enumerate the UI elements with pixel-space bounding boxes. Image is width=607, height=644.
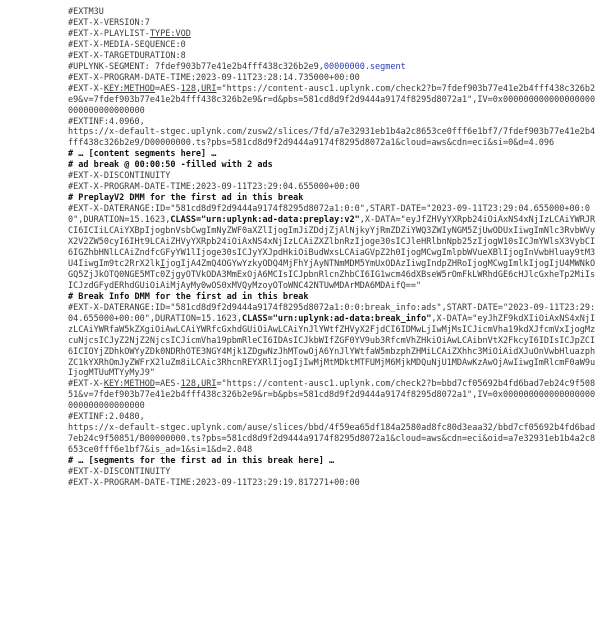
segment-link[interactable]: 00000000.segment: [323, 61, 406, 72]
playlist-line: [68, 171, 600, 182]
playlist-line: [68, 478, 600, 489]
line-text: jogIjA4ZmQ4OGYwYzkyODQ4MjFhYjAyNTNmMDM5YmUxODAzIiwgIndpZHRoIjogMCwgImlkIjogIjU4MWNkOGQ5ZjJkOTQ0NGE5MTc0ZjgyOTVkODA3MmExOjA6MCIsICJpbnRlcnZhbCI6IG1wcm46dXBseW5rOmFkLWRhdGE6cHJlcGxheTp2MiIsICJzdGFydERhdGUiOiAiMjAyMy0wOS0xMVQyMzoyOToWNC42NTUwMDArMDA6MDAifQ==": [68, 258, 596, 291]
playlist-line: [68, 412, 600, 423]
bold-text: CLASS="urn:uplynk:ad-data:break_info": [242, 313, 432, 324]
line-text: #EXT-X-PLAYLIST-: [68, 28, 150, 39]
playlist-line: [68, 423, 600, 456]
playlist-line: [68, 193, 600, 204]
line-text: ,X-DATA="eyJfZHVyYXRpb24iOiAxNS4xNjIzLCAiYWRJRCI6ICIiLCAiYXBpIjogbnVsbCwgImNyZWF0aXZlIjogImJiZDdjZjAlNjkyYjRmZDZiYWQ3ZWIyNGM5ZjUwODUxIiwgImNlc3RvbWVyX2V2ZW50cyI6IHt9LCAiZHVyYXRpb24iOiAxNS4xNjIzLCAiZXZlbnRzIjoge30sICJleHRlbnNpb25zIjogW10sICJmYWlsX3VybCI6IGZhbHNlLCAiZndfcGFyYW1lIjoge30sICJyYXJpdHkiOiBudWxsLCAiaGVpZ2h0IjogMCwgImlpbWVueXBlIjogInVwbHluay9tM3U4IiwgIm9tc2RrX2lk: [68, 215, 596, 269]
playlist-line: [68, 117, 600, 128]
line-text: #EXT-X-DATERANGE:ID="581cd8d9f2d9444a9174f8295d8072a1:0:0:break_info:ads",START-DATE="2023-09-11T23:29:04.655000+00:00",DURATION=15.1623,: [68, 302, 596, 324]
playlist-line: [68, 456, 600, 467]
bold-text: # Break Info DMM for the first ad in this break: [68, 291, 309, 302]
line-text: #EXT-X-: [68, 83, 104, 94]
line-text: =AES-: [155, 379, 181, 390]
playlist-line: [68, 467, 600, 478]
bold-text: # … [segments for the first ad in this break here] …: [68, 456, 335, 467]
playlist-line: [68, 379, 600, 412]
line-text: ,X-DATA="eyJhZF9kdXIiOiAxNS4xNjIzLCAiYWRfaW5kZXgiOiAwLCAiYWRfcGxhdGUiOiAwLCAiYnJlYWtfZHVyX2FjdCI6IDMwLjIwMjMsICJicmVha19kdXJfcmVxIjogMzcuNjcsICJyZ2NjZ2NjcsICJicmVha19pbmRleCI6IDAsICJkbWIfZGF0YV9ub3RfcmVhZHkiOiAwLCAibnVtX2FkcyI6IDIsICJpZCI6ICIOYjZDhkOWYyZDk0NDRhOTE3NGY4Mjk1ZDgwNzJhMTowOjA6YnJlYWtfaW5mbzphZHMiLCAiZXhhc3MiOiAidXJuOnVwbHluazphZC1kYXRhOmJyZWFrX2luZm8iLCAic3RhcnREYXRlIjogIjIwMjMtMDktMTFUMjM6MjkMDQuNjU1MDAwKzAwOjAwIiwgImRlcmF0aW9uIjogMTUuMTYyMyJ9": [68, 313, 596, 379]
line-text: ="https://content-ausc1.uplynk.com/check2?b=bbd7cf05692b4fd6bad7eb24c9f50851&v=7fdef903b77e41e2b4fff438c326b2e9&r=b&pbs=581cd8d9f2d9444a9174f8295d8072a1",IV=0x000000000000000000000000000000000: [68, 379, 596, 412]
underlined-text: KEY:METHOD: [103, 379, 156, 390]
playlist-line: [68, 303, 600, 380]
line-text: #UPLYNK-SEGMENT: 7fdef903b77e41e2b4fff438c326b2e9,: [68, 61, 324, 72]
playlist-line: [68, 182, 600, 193]
bold-text: # PreplayV2 DMM for the first ad in this break: [68, 193, 304, 204]
line-text: #EXT-X-PROGRAM-DATE-TIME:2023-09-11T23:28:14.735000+00:00: [68, 72, 360, 83]
playlist-line: [68, 127, 600, 149]
playlist-line: [68, 62, 600, 73]
line-text: https://x-default-stgec.uplynk.com/zusw2/slices/7fd/a7e32931eb1b4a2c8653ce0fff6e1bf7/7fdef903b77e41e2b4fff438c326b2e9/D00000000.ts?pbs=581cd8d9f2d9444a9174f8295d8072a1&cloud=aws&cdn=eci&si=0&d=4.096: [68, 127, 596, 149]
underlined-text: TYPE:VOD: [149, 28, 191, 39]
line-text: https://x-default-stgec.uplynk.com/ause/slices/bbd/4f59ea65df184a2580ad8fc80d3eaa32/bbd7cf05692b4fd6bad7eb24c9f50851/B00000000.ts?pbs=581cd8d9f2d9444a9174f8295d8072a1&cloud=aws&cdn=eci&oid=a7e32931eb1b4a2c8653ce0fff6e1bf7&is_ad=1&si=1&d=2.048: [68, 423, 596, 456]
line-text: #EXTINF:2.0480,: [68, 412, 145, 423]
line-text: #EXT-X-: [68, 379, 104, 390]
bold-text: # ad break @ 00:00:50 -filled with 2 ads: [68, 160, 273, 171]
playlist-line: [68, 18, 600, 29]
m3u8-playlist-listing: [68, 7, 600, 489]
line-text: #EXT-X-DISCONTINUITY: [68, 467, 171, 478]
playlist-line: [68, 292, 600, 303]
line-text: #EXTM3U: [68, 7, 104, 17]
underlined-text: KEY:METHOD: [103, 83, 156, 94]
line-text: #EXT-X-TARGETDURATION:8: [68, 50, 186, 61]
bold-text: CLASS="urn:uplynk:ad-data:preplay:v2": [170, 215, 360, 226]
playlist-line: [68, 51, 600, 62]
playlist-line: [68, 7, 600, 18]
playlist-line: [68, 204, 600, 292]
line-text: #EXTINF:4.0960,: [68, 116, 145, 127]
line-text: #EXT-X-VERSION:7: [68, 17, 150, 28]
playlist-line: [68, 149, 600, 160]
playlist-line: [68, 73, 600, 84]
line-text: #EXT-X-PROGRAM-DATE-TIME:2023-09-11T23:29:19.817271+00:00: [68, 477, 360, 488]
underlined-text: I: [160, 258, 166, 269]
playlist-line: [68, 40, 600, 51]
line-text: ="https://content-ausc1.uplynk.com/check2?b=7fdef903b77e41e2b4fff438c326b2e9&v=7fdef903b77e41e2b4fff438c326b2e9&r=d&pbs=581cd8d9f2d9444a9174f8295d8072a1",IV=0x000000000000000000000000000000000: [68, 83, 596, 116]
line-text: #EXT-X-MEDIA-SEQUENCE:0: [68, 39, 186, 50]
playlist-line: [68, 160, 600, 171]
line-text: #EXT-X-DATERANGE:ID="581cd8d9f2d9444a9174f8295d8072a1:0:0",START-DATE="2023-09-11T23:29:04.655000+00:00",DURATION=15.1623,: [68, 204, 590, 226]
line-text: =AES-: [155, 83, 181, 94]
underlined-text: 128,URI: [180, 83, 217, 94]
line-text: #EXT-X-PROGRAM-DATE-TIME:2023-09-11T23:29:04.655000+00:00: [68, 182, 360, 193]
bold-text: # … [content segments here] …: [68, 149, 217, 160]
playlist-line: [68, 29, 600, 40]
line-text: #EXT-X-DISCONTINUITY: [68, 171, 171, 182]
playlist-line: [68, 84, 600, 117]
underlined-text: 128,URI: [180, 379, 217, 390]
